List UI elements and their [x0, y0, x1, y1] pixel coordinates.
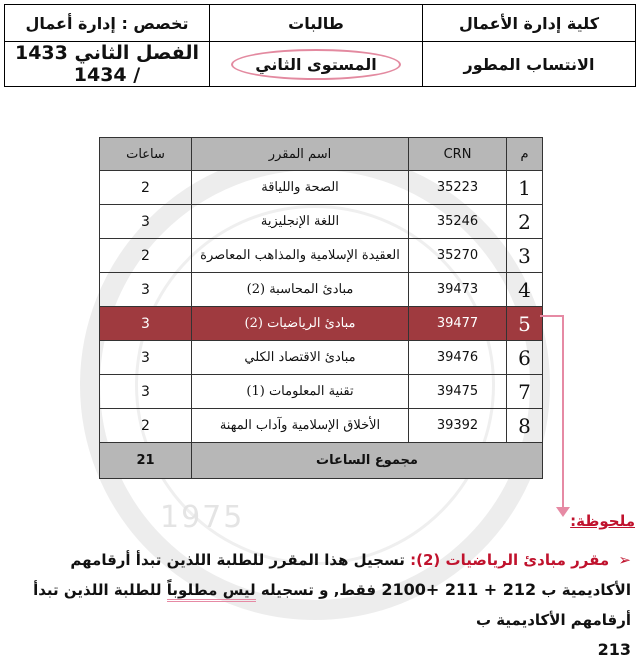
row-index: 2 — [507, 205, 543, 239]
table-header-row — [100, 138, 543, 171]
total-row — [100, 443, 543, 479]
row-index: 8 — [507, 409, 543, 443]
check-arrow-icon: ➢ — [618, 551, 631, 569]
level-cell — [210, 42, 423, 87]
row-crn: 39475 — [409, 375, 507, 409]
row-course-name: مبادئ الاقتصاد الكلي — [192, 341, 409, 375]
term-label: الفصل الثاني 1433 / 1434 — [5, 42, 210, 87]
row-index: 6 — [507, 341, 543, 375]
row-hours: 3 — [100, 307, 192, 341]
row-crn: 39392 — [409, 409, 507, 443]
table-row — [100, 375, 543, 409]
courses-table — [99, 137, 543, 479]
watermark-year: 1975 — [160, 500, 245, 535]
note-numbers1: 2100+ 211 + 212 — [381, 580, 537, 599]
row-hours: 2 — [100, 239, 192, 273]
col-crn-header: CRN — [409, 138, 507, 171]
connector-line-vertical — [562, 315, 564, 510]
row-index: 3 — [507, 239, 543, 273]
college-name: كلية إدارة الأعمال — [423, 5, 636, 42]
col-index-header: م — [507, 138, 543, 171]
row-course-name: الصحة واللياقة — [192, 171, 409, 205]
row-crn: 35223 — [409, 171, 507, 205]
col-name-header: اسم المقرر — [192, 138, 409, 171]
row-index: 4 — [507, 273, 543, 307]
table-row — [100, 341, 543, 375]
row-crn: 35270 — [409, 239, 507, 273]
row-crn: 39473 — [409, 273, 507, 307]
connector-line — [540, 315, 564, 317]
specialization-label: تخصص : إدارة أعمال — [5, 5, 210, 42]
note-numbers2: 213 — [597, 640, 631, 659]
total-label: مجموع الساعات — [192, 443, 543, 479]
row-course-name: مبادئ الرياضيات (2) — [192, 307, 409, 341]
row-course-name: مبادئ المحاسبة (2) — [192, 273, 409, 307]
total-hours: 21 — [100, 443, 192, 479]
arrow-down-icon — [556, 507, 570, 517]
table-row — [100, 239, 543, 273]
table-row — [100, 171, 543, 205]
table-row — [100, 409, 543, 443]
col-hours-header: ساعات — [100, 138, 192, 171]
note-part2: فقط, و تسجيله — [260, 581, 377, 599]
row-hours: 3 — [100, 375, 192, 409]
note-course: مقرر مبادئ الرياضيات (2): — [410, 551, 610, 569]
note-not-required: ليس مطلوباً — [167, 581, 256, 602]
row-hours: 3 — [100, 205, 192, 239]
note-title: ملحوظة: — [570, 512, 635, 530]
row-crn: 39477 — [409, 307, 507, 341]
row-course-name: العقيدة الإسلامية والمذاهب المعاصرة — [192, 239, 409, 273]
row-hours: 2 — [100, 171, 192, 205]
row-index: 1 — [507, 171, 543, 205]
note-text — [8, 545, 631, 665]
header-table — [4, 4, 636, 87]
row-course-name: اللغة الإنجليزية — [192, 205, 409, 239]
table-row — [100, 205, 543, 239]
row-hours: 3 — [100, 341, 192, 375]
row-index: 5 — [507, 307, 543, 341]
table-row — [100, 307, 543, 341]
audience-label: طالبات — [210, 5, 423, 42]
row-crn: 35246 — [409, 205, 507, 239]
row-course-name: تقنية المعلومات (1) — [192, 375, 409, 409]
row-hours: 2 — [100, 409, 192, 443]
program-label: الانتساب المطور — [423, 42, 636, 87]
row-index: 7 — [507, 375, 543, 409]
row-course-name: الأخلاق الإسلامية وآداب المهنة — [192, 409, 409, 443]
row-crn: 39476 — [409, 341, 507, 375]
note-part3: للطلبة اللذين تبدأ أرقامهم الأكاديمية ب — [33, 581, 631, 629]
row-hours: 3 — [100, 273, 192, 307]
note-part1: تسجيل هذا المقرر للطلبة اللذين تبدأ أرقامهم الأكاديمية ب — [70, 551, 631, 599]
table-row — [100, 273, 543, 307]
level-label: المستوى الثاني — [231, 49, 401, 80]
